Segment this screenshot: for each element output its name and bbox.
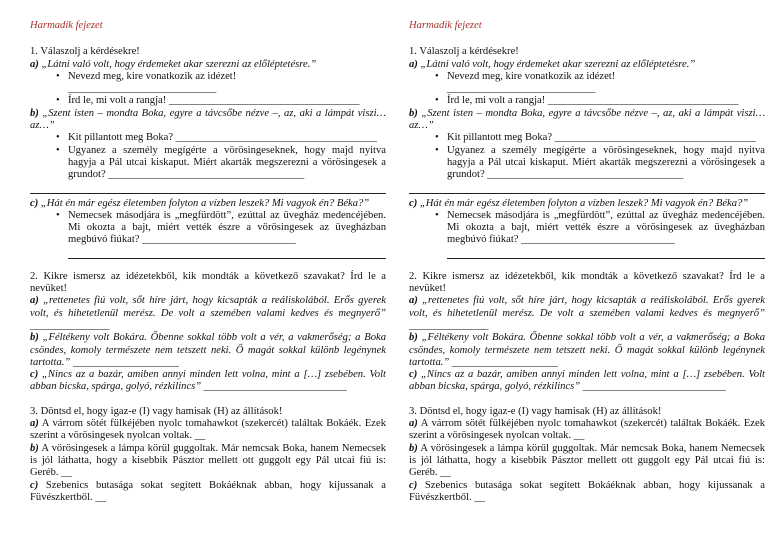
question-2c-blank: ___________________________ [580,381,726,393]
question-2c-label: c) [409,369,418,381]
question-2b-label: b) [30,332,39,344]
answer-line [68,247,386,259]
question-2b-text: „Féltékeny volt Bokára. Őbenne sokkal több volt a vér, a vakmerőség; a Boka csöndes, komoly természete nem tetszett neki. Ő magát sokkal különb legénynek tartotta.” [30,332,386,368]
question-1b-item-2: • Ugyanez a személy megígérte a vörösingeseknek, hogy majd nyitva hagyja a Pál utcai kiskaput. Miért akarták megszerezni a vörösingesek a grundot? _____________________________________ [68,145,386,182]
answer-line [447,247,765,259]
question-2b-blank: ____________________ [449,356,558,368]
question-3c [409,480,765,505]
question-1a-item-1: • Nevezd meg, kire vonatkozik az idézet! ____________________________ [447,71,765,96]
question-2a-label: a) [30,295,39,307]
worksheet-column-right [409,20,765,504]
question-1c-label: c) [409,197,418,209]
question-2c [409,369,765,394]
question-1b-item-1: • Kit pillantott meg Boka? ______________________________________ [68,132,386,144]
question-2a-label: a) [409,295,418,307]
question-3a-text: A várrom sötét fülkéjében nyolc tomahawkot (szekercét) találtak Bokáék. Ezek szerint a vörösingesek nyolcan voltak. __ [30,418,386,442]
answer-line [30,182,386,194]
question-3-title: 3. Döntsd el, hogy igaz-e (I) vagy hamisak (H) az állítások! [30,405,283,417]
question-3a [409,418,765,443]
question-3a-label: a) [30,418,39,430]
question-3b-label: b) [409,442,418,454]
question-2-title: 2. Kikre ismersz az idézetekből, kik mondták a következő szavakat? Írd le a nevüket! [30,270,386,295]
question-2c-label: c) [30,369,39,381]
question-3b-text: A vörösingesek a lámpa körül guggoltak. Már nemcsak Boka, hanem Nemecsek is jól láthatta, hogy a kisebbik Pásztor mellett ott guggolt egy Pál utcai fiú is: Geréb. __ [409,442,765,479]
question-2a-blank: _______________ [409,319,489,331]
question-1b-list [409,132,765,181]
question-3b-text: A vörösingesek a lámpa körül guggoltak. Már nemcsak Boka, hanem Nemecsek is jól láthatta, hogy a kisebbik Pásztor mellett ott guggolt egy Pál utcai fiú is: Geréb. __ [30,442,386,479]
question-2b-blank: ____________________ [70,356,179,368]
question-1c-quote [409,198,765,210]
question-3-title: 3. Döntsd el, hogy igaz-e (I) vagy hamisak (H) az állítások! [409,405,662,417]
question-2c [30,369,386,394]
question-1a-list [30,71,386,108]
question-1b-label: b) [409,107,418,119]
question-1b-item-1: • Kit pillantott meg Boka? ______________________________________ [447,132,765,144]
question-1c-label: c) [30,197,39,209]
question-1c-text: „Hát én már egész életemben folyton a vízben leszek? Mi vagyok én? Béka?” [419,197,749,209]
question-1c-quote [30,198,386,210]
question-1b-text: „Szent isten – mondta Boka, egyre a távcsőbe nézve –, az, aki a lámpát viszi… az…” [30,107,386,132]
question-3c [30,480,386,505]
question-3c-label: c) [409,479,418,491]
question-3b-label: b) [30,442,39,454]
question-1c-item-1: • Nemecsek másodjára is „megfürdött”, ezúttal az üvegház medencéjében. Mi okozta a bajt, miért vették észre a vörösingesek az üvegházban megbúvó fiúkat? _____________________________ [68,210,386,247]
question-3c-label: c) [30,479,39,491]
question-3b [409,443,765,480]
question-3c-text: Szebenics butasága sokat segített Bokáéknak abban, hogy kijussanak a Füvészkertből. __ [30,479,386,503]
question-2b [30,332,386,369]
question-2b-text: „Féltékeny volt Bokára. Őbenne sokkal több volt a vér, a vakmerőség; a Boka csöndes, komoly természete nem tetszett neki. Ő magát sokkal különb legénynek tartotta.” [409,332,765,368]
question-2c-text: „Nincs az a bazár, amiben annyi minden lett volna, mint a […] zsebében. Volt abban bicska, spárga, golyó, rézkilincs” [409,369,765,393]
question-1a-label: a) [409,58,418,70]
chapter-title: Harmadik fejezet [30,20,103,31]
question-1a-quote [30,59,386,71]
question-2c-text: „Nincs az a bazár, amiben annyi minden lett volna, mint a […] zsebében. Volt abban bicska, spárga, golyó, rézkilincs” [30,369,386,393]
question-1b-list [30,132,386,181]
question-1a-label: a) [30,58,39,70]
question-1c-list [409,210,765,247]
question-1a-list [409,71,765,108]
question-2c-blank: ___________________________ [201,381,347,393]
question-1a-item-2: • Írd le, mi volt a rangja! ____________________________________ [447,95,765,107]
question-1-title: 1. Válaszolj a kérdésekre! [409,46,519,58]
question-1a-quote [409,59,765,71]
question-2a-text: „rettenetes fiú volt, sőt híre járt, hogy kicsapták a reáliskolából. Erős gyerek volt, és hihetetlenül merész. De volt a szemében valami kedves és megnyerő” [409,295,765,319]
question-1b-label: b) [30,107,39,119]
question-2a-text: „rettenetes fiú volt, sőt híre járt, hogy kicsapták a reáliskolából. Erős gyerek volt, és hihetetlenül merész. De volt a szemében valami kedves és megnyerő” [30,295,386,319]
question-3a [30,418,386,443]
question-1-title: 1. Válaszolj a kérdésekre! [30,46,140,58]
question-3b [30,443,386,480]
question-1b-text: „Szent isten – mondta Boka, egyre a távcsőbe nézve –, az, aki a lámpát viszi… az…” [409,107,765,132]
question-1a-item-2: • Írd le, mi volt a rangja! ____________________________________ [68,95,386,107]
question-1a-text: „Látni való volt, hogy érdemeket akar szerezni az előléptetésre.” [420,58,696,70]
question-1a-item-1: • Nevezd meg, kire vonatkozik az idézet! ____________________________ [68,71,386,96]
question-3c-text: Szebenics butasága sokat segített Bokáéknak abban, hogy kijussanak a Füvészkertből. __ [409,479,765,503]
question-2b-label: b) [409,332,418,344]
question-2a [30,295,386,332]
question-2-title: 2. Kikre ismersz az idézetekből, kik mondták a következő szavakat? Írd le a nevüket! [409,270,765,295]
question-1c-item-1: • Nemecsek másodjára is „megfürdött”, ezúttal az üvegház medencéjében. Mi okozta a bajt, miért vették észre a vörösingesek az üvegházban megbúvó fiúkat? _____________________________ [447,210,765,247]
question-2a [409,295,765,332]
question-3a-text: A várrom sötét fülkéjében nyolc tomahawkot (szekercét) találtak Bokáék. Ezek szerint a vörösingesek nyolcan voltak. __ [409,418,765,442]
question-1c-text: „Hát én már egész életemben folyton a vízben leszek? Mi vagyok én? Béka?” [40,197,370,209]
question-2b [409,332,765,369]
worksheet-column-left [30,20,386,504]
question-1b-quote [409,108,765,133]
answer-line [409,182,765,194]
question-1b-quote [30,108,386,133]
question-1b-item-2: • Ugyanez a személy megígérte a vörösingeseknek, hogy majd nyitva hagyja a Pál utcai kiskaput. Miért akarták megszerezni a vörösingesek a grundot? _____________________________________ [447,145,765,182]
question-1a-text: „Látni való volt, hogy érdemeket akar szerezni az előléptetésre.” [41,58,317,70]
question-2a-blank: _______________ [30,319,110,331]
question-1c-list [30,210,386,247]
chapter-title: Harmadik fejezet [409,20,482,31]
question-3a-label: a) [409,418,418,430]
